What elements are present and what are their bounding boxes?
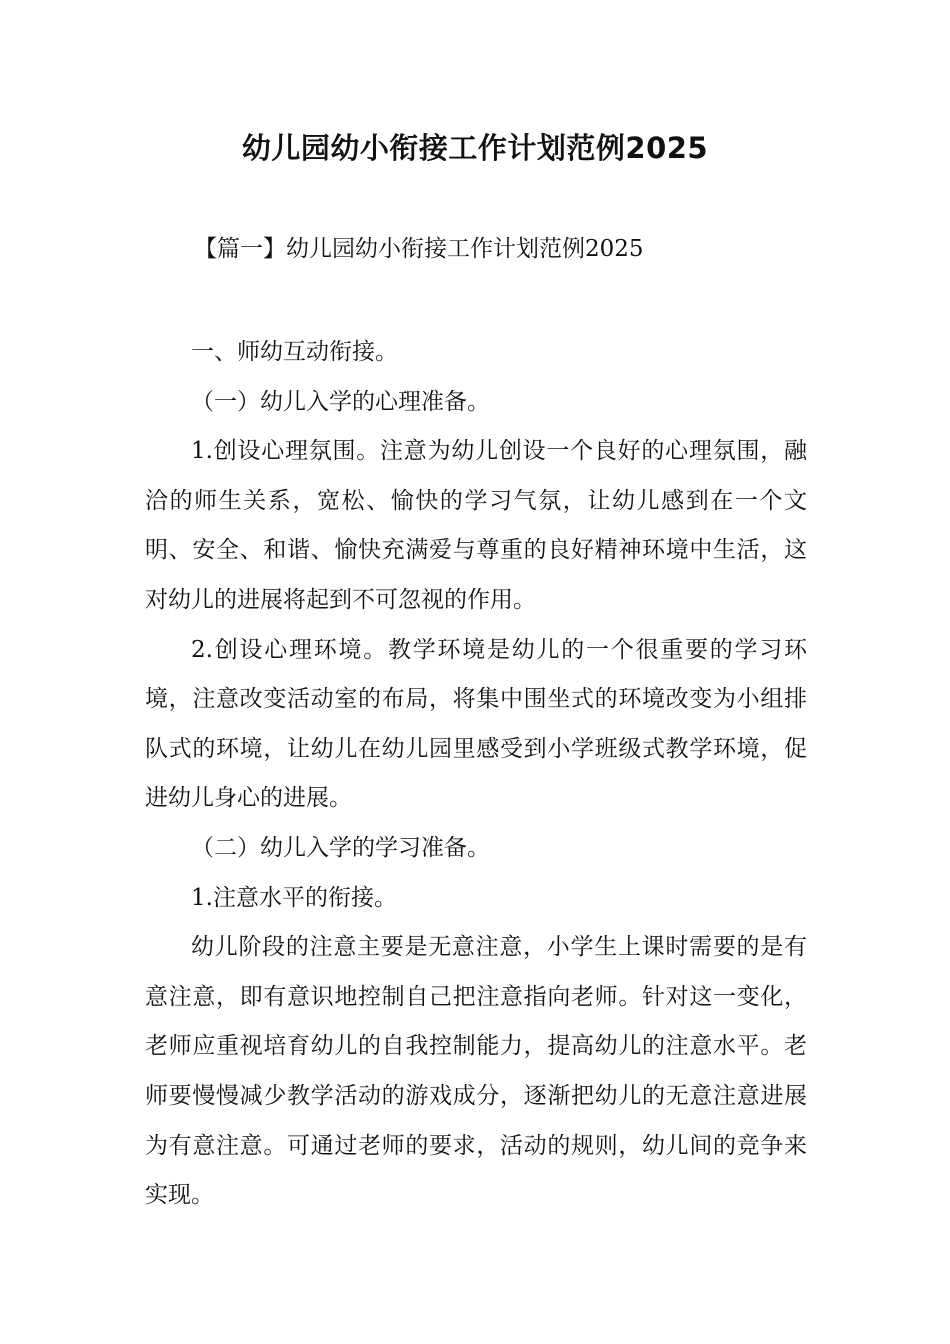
- document-body: [145, 328, 807, 1221]
- subsection-heading-psychological-preparation: （一）幼儿入学的心理准备。: [191, 388, 490, 415]
- subsection-heading-learning-preparation: （二）幼儿入学的学习准备。: [191, 834, 490, 861]
- item-heading-attention-level: 1.注意水平的衔接。: [191, 884, 397, 911]
- section-heading-teacher-child-interaction: 一、师幼互动衔接。: [191, 339, 398, 365]
- paragraph-attention-development: 幼儿阶段的注意主要是无意注意，小学生上课时需要的是有意注意，即有意识地控制自己把注意指向老师。针对这一变化，老师应重视培育幼儿的自我控制能力，提高幼儿的注意水平。老师要慢慢减少教学活动的游戏成分，逐渐把幼儿的无意注意进展为有意注意。可通过老师的要求，活动的规则，幼儿间的竞争来实现。: [145, 934, 807, 1209]
- document-title: 幼儿园幼小衔接工作计划范例2025: [241, 131, 709, 165]
- paragraph-psychological-atmosphere: 1.创设心理氛围。注意为幼儿创设一个良好的心理氛围，融洽的师生关系，宽松、愉快的学习气氛，让幼儿感到在一个文明、安全、和谐、愉快充满爱与尊重的良好精神环境中生活，这对幼儿的进展将起到不可忽视的作用。: [145, 438, 807, 613]
- paragraph-psychological-environment: 2.创设心理环境。教学环境是幼儿的一个很重要的学习环境，注意改变活动室的布局，将集中围坐式的环境改变为小组排队式的环境，让幼儿在幼儿园里感受到小学班级式教学环境，促进幼儿身心的进展。: [145, 636, 807, 812]
- section-subtitle: 【篇一】幼儿园幼小衔接工作计划范例2025: [194, 236, 644, 262]
